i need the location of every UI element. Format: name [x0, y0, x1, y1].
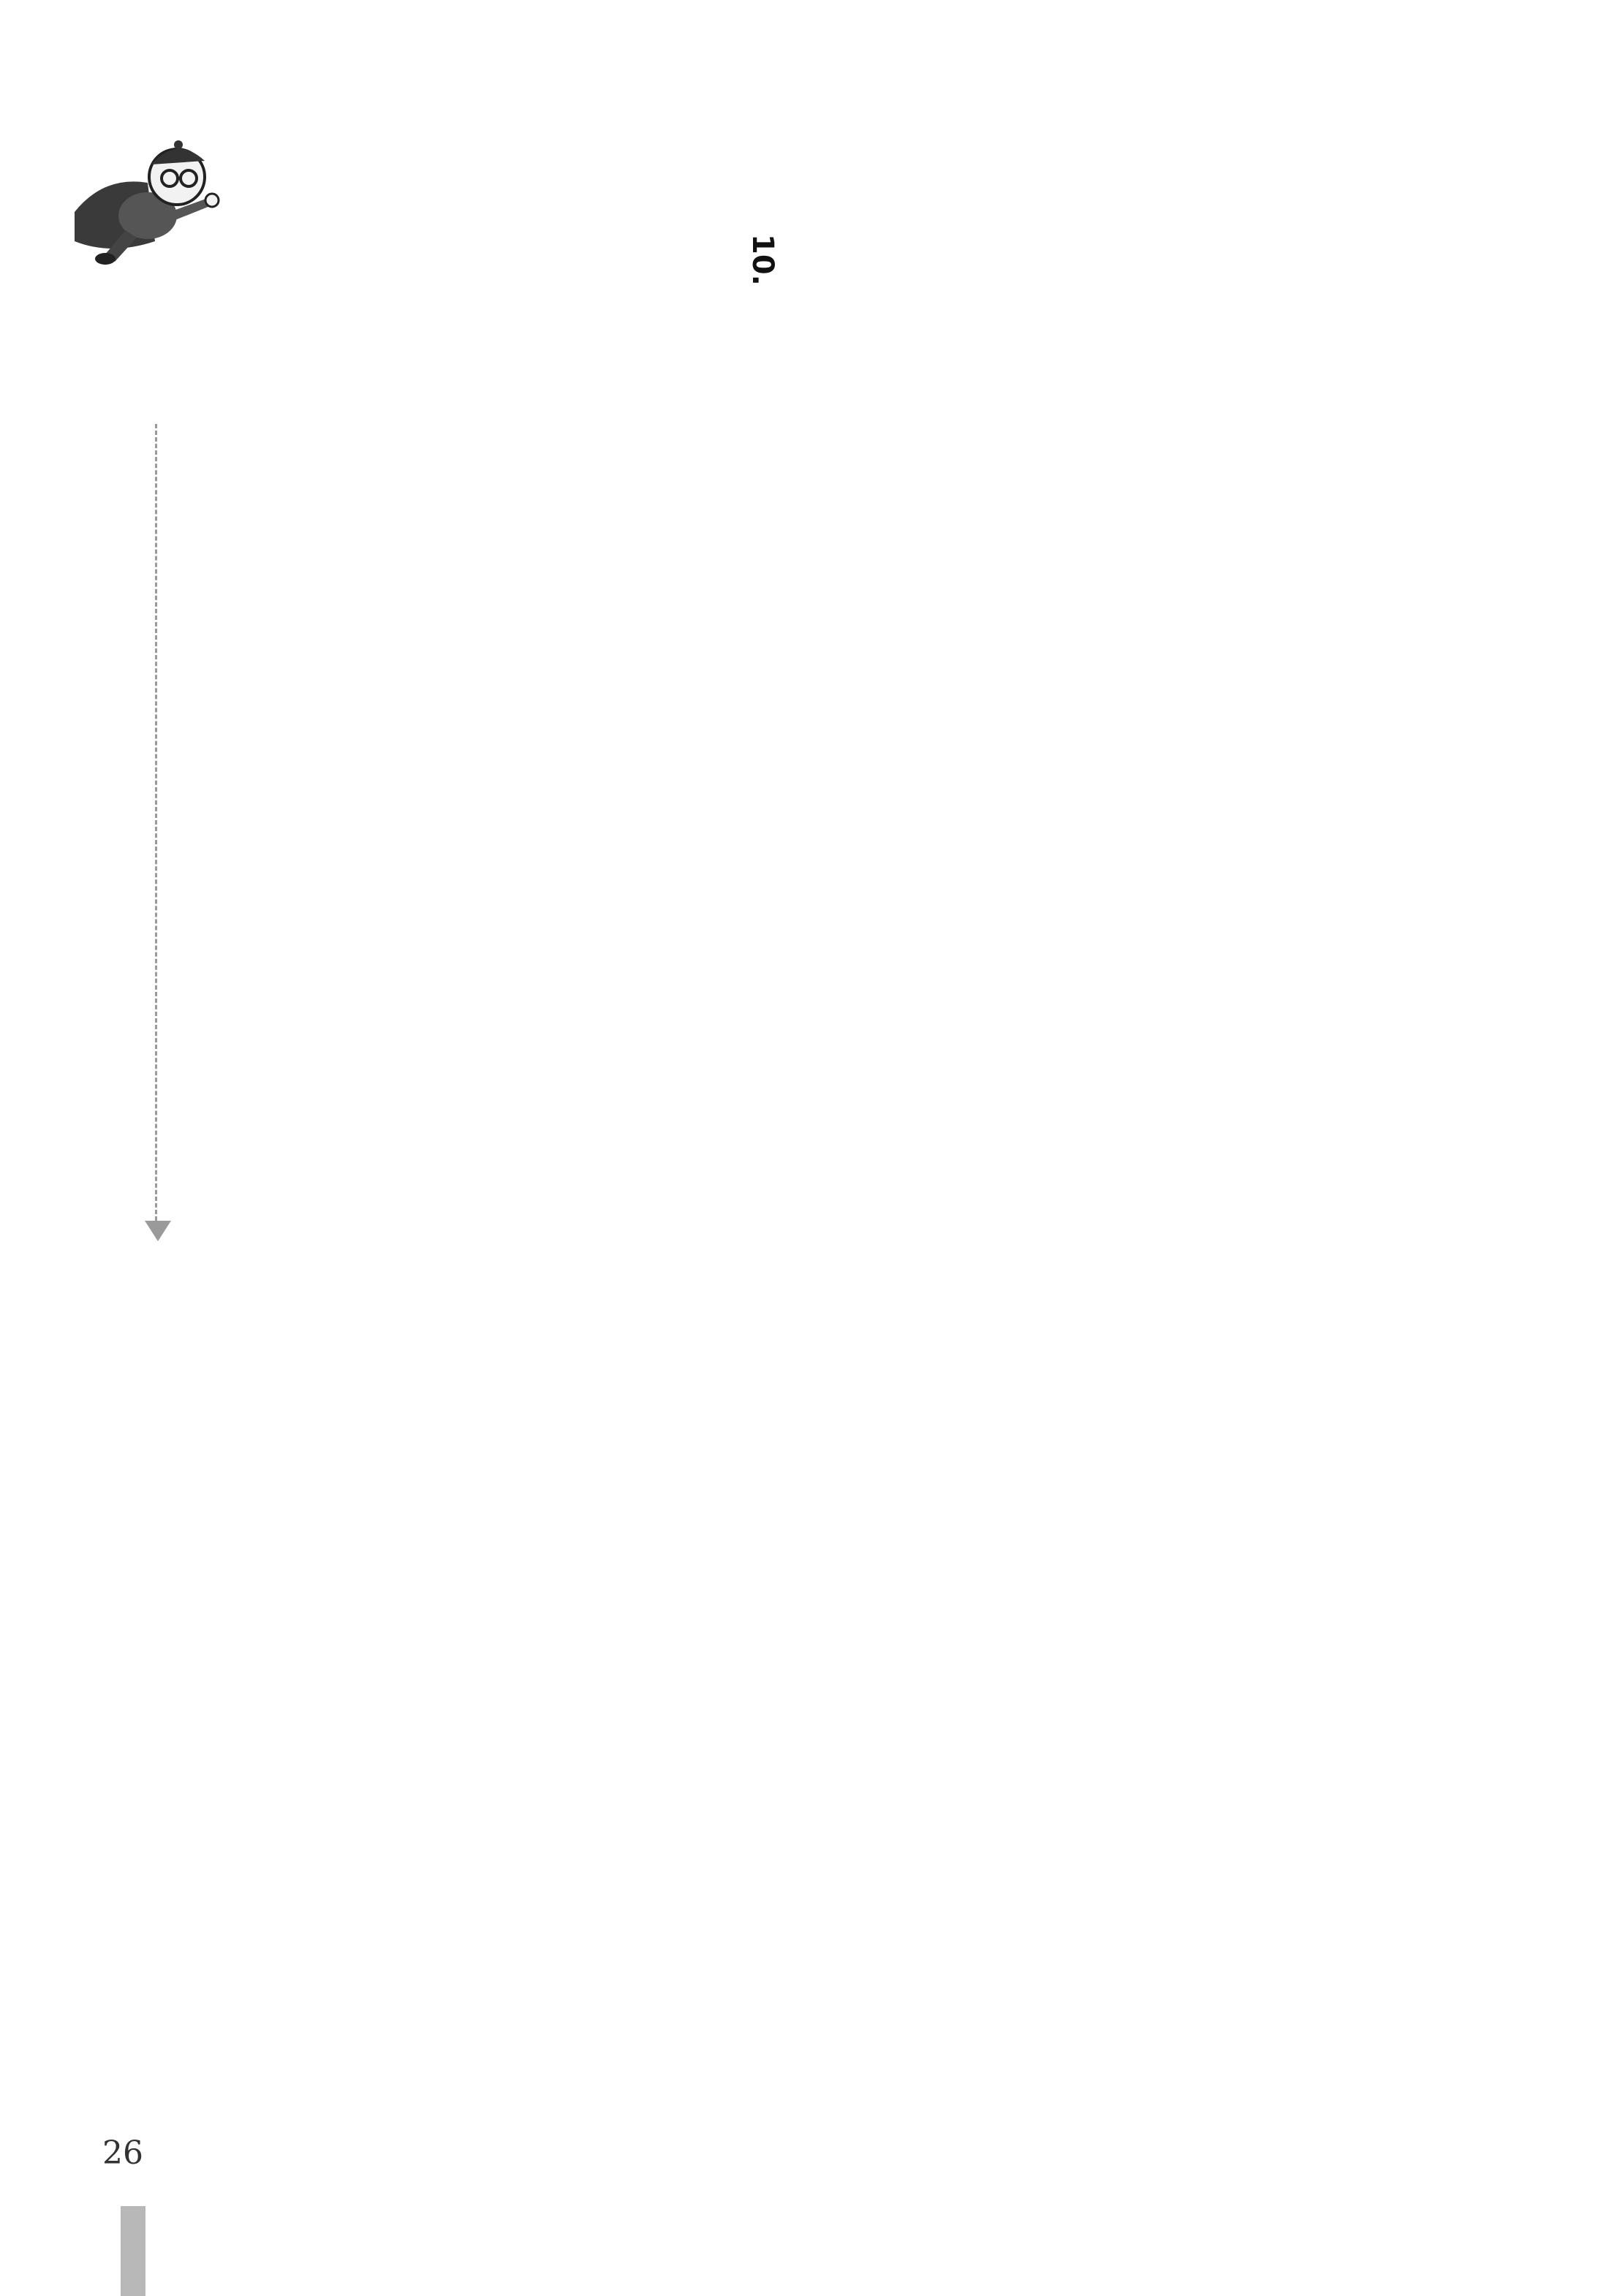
body-column: [358, 234, 399, 2047]
body-column: [289, 234, 330, 2047]
page-edge-tab: [121, 2206, 145, 2296]
running-header: [110, 270, 151, 1184]
section-heading: [742, 234, 783, 1637]
body-column: [497, 234, 538, 2047]
page-number: 26: [102, 2134, 143, 2172]
body-column: [987, 234, 1028, 2047]
body-column: [567, 234, 608, 2047]
body-column: [428, 234, 469, 2047]
body-column: [918, 234, 958, 2047]
body-column: [1195, 234, 1236, 2047]
body-column: [848, 234, 889, 2047]
body-column: [1334, 234, 1375, 1403]
header-divider: [155, 424, 157, 1221]
flying-boy-with-glasses-icon: [60, 132, 221, 278]
body-column: [636, 234, 677, 980]
body-column: [1056, 234, 1097, 2047]
body-column: [1126, 234, 1167, 2047]
triangle-marker-icon: [145, 1221, 171, 1241]
section-number: 10.: [746, 234, 779, 286]
body-column: [1265, 234, 1306, 2047]
body-column: [219, 234, 260, 2047]
